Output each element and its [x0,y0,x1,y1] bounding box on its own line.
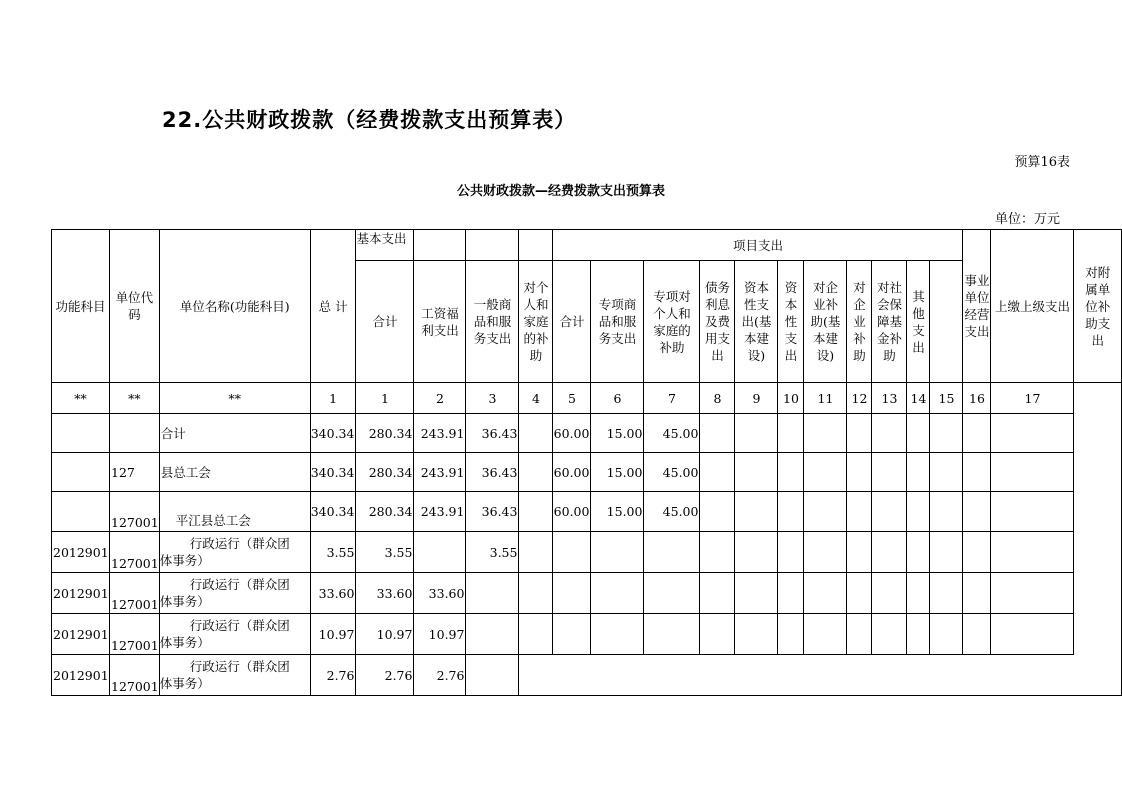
empty-cell [735,414,778,453]
empty-cell [907,453,930,492]
empty-cell [700,655,735,696]
empty-cell [847,573,872,614]
index-cell: 2 [414,383,466,414]
header-unit-name: 单位名称(功能科目) [159,230,310,383]
empty-cell [804,573,847,614]
cell-goods: 3.55 [466,532,519,573]
cell-unit-code: 127001 [110,573,160,614]
empty-cell [804,532,847,573]
header-proj-personal: 专项对个人和家庭的补助 [644,261,700,383]
header-row-1 [52,230,1122,261]
empty-cell [519,655,553,696]
empty-cell [700,414,735,453]
cell-total: 340.34 [310,414,356,453]
empty-cell [963,492,991,532]
table-row [52,614,1122,655]
document-title: 22.公共财政拨款（经费拨款支出预算表） [162,108,577,132]
header-basic: 基本支出 [356,230,414,261]
cell-basic-total: 280.34 [356,414,414,453]
empty-cell [963,532,991,573]
cell-total: 340.34 [310,492,356,532]
empty-cell [804,453,847,492]
empty-cell [930,655,963,696]
header-debt: 债务利息及费用支出 [700,261,735,383]
empty-cell [519,573,553,614]
header-social: 对社会保障基金补助 [872,261,907,383]
index-cell: 10 [778,383,804,414]
index-row [52,383,1122,414]
index-cell: 1 [356,383,414,414]
cell-func-code: 2012901 [52,573,110,614]
unit-name-line-2: 体事务） [159,594,210,609]
table-row [52,655,1122,696]
empty-cell [553,655,591,696]
cell-goods: 36.43 [466,492,519,532]
index-cell: 9 [735,383,778,414]
empty-cell [930,614,963,655]
cell-personal [519,492,553,532]
cell-unit-name: 平江县总工会 [159,492,310,532]
cell-salary: 243.91 [414,414,466,453]
empty-cell [778,532,804,573]
empty-cell [872,532,907,573]
empty-cell [700,532,735,573]
empty-cell [700,492,735,532]
empty-cell [930,532,963,573]
cell-proj-total: 60.00 [553,414,591,453]
cell-basic-total: 280.34 [356,453,414,492]
empty-cell [644,655,700,696]
empty-cell [963,414,991,453]
index-cell: 6 [591,383,644,414]
empty-cell [778,573,804,614]
empty-cell [872,453,907,492]
index-cell: ** [159,383,310,414]
cell-func-code: 2012901 [52,532,110,573]
index-cell: 8 [700,383,735,414]
empty-cell [847,492,872,532]
cell-goods [466,573,519,614]
cell-unit-name [159,655,310,696]
budget-table [51,229,1122,696]
empty-cell [847,532,872,573]
header-basic-total: 合计 [356,261,414,383]
unit-name-line-1: 行政运行（群众团 [189,659,290,674]
cell-personal [519,453,553,492]
index-cell: 4 [519,383,553,414]
cell-proj-personal: 45.00 [644,414,700,453]
cell-func-code: 2012901 [52,614,110,655]
empty-cell [963,573,991,614]
empty-cell [644,532,700,573]
empty-cell [872,492,907,532]
unit-name-line-1: 行政运行（群众团 [189,536,290,551]
header-proj-total: 合计 [553,261,591,383]
empty-cell [804,614,847,655]
empty-cell [930,453,963,492]
empty-cell [991,453,1074,492]
empty-cell [872,655,907,696]
header-enterprise-basic: 对企业补助(基本建设) [804,261,847,383]
form-number: 预算16表 [1014,155,1070,170]
cell-basic-total: 33.60 [356,573,414,614]
cell-proj-goods: 15.00 [591,492,644,532]
table-row [52,492,1122,532]
cell-proj-total: 60.00 [553,492,591,532]
header-upper: 上缴上级支出 [991,230,1074,383]
cell-salary: 2.76 [414,655,466,696]
cell-proj-personal: 45.00 [644,453,700,492]
index-cell: 3 [466,383,519,414]
empty-cell [778,492,804,532]
empty-cell [735,532,778,573]
empty-cell [872,614,907,655]
cell-total: 340.34 [310,453,356,492]
empty-cell [591,532,644,573]
unit-name-line-1: 行政运行（群众团 [189,577,290,592]
cell-unit-name [159,532,310,573]
header-capital: 资本性支出 [778,261,804,383]
cell-unit-code: 127001 [110,532,160,573]
cell-unit-code: 127001 [110,655,160,696]
header-basic-spacer-3 [519,230,553,261]
cell-goods [466,655,519,696]
cell-goods: 36.43 [466,414,519,453]
index-cell: 13 [872,383,907,414]
cell-goods: 36.43 [466,453,519,492]
cell-func-code [52,492,110,532]
cell-func-code: 2012901 [52,655,110,696]
cell-basic-total: 2.76 [356,655,414,696]
empty-cell [930,414,963,453]
empty-cell [907,614,930,655]
index-cell: 16 [963,383,991,414]
header-goods: 一般商品和服务支出 [466,261,519,383]
header-other: 其他支出 [907,261,930,383]
cell-basic-total: 280.34 [356,492,414,532]
cell-proj-goods: 15.00 [591,453,644,492]
empty-cell [963,453,991,492]
table-row [52,573,1122,614]
cell-total: 10.97 [310,614,356,655]
header-func-code: 功能科目 [52,230,110,383]
header-basic-spacer [414,230,466,261]
index-cell: 15 [930,383,963,414]
empty-cell [735,614,778,655]
empty-cell [644,573,700,614]
empty-cell [591,614,644,655]
empty-cell [778,414,804,453]
header-salary: 工资福利支出 [414,261,466,383]
cell-basic-total: 3.55 [356,532,414,573]
empty-cell [930,492,963,532]
cell-total: 2.76 [310,655,356,696]
empty-cell [991,414,1074,453]
cell-unit-name: 县总工会 [159,453,310,492]
cell-basic-total: 10.97 [356,614,414,655]
empty-cell [907,492,930,532]
cell-unit-name [159,573,310,614]
empty-cell [591,573,644,614]
empty-cell [700,614,735,655]
empty-cell [963,614,991,655]
empty-cell [907,573,930,614]
empty-cell [847,655,872,696]
header-affiliate: 对附属单位补助支出 [1074,230,1122,383]
cell-unit-name [159,614,310,655]
table-row [52,532,1122,573]
cell-unit-code [110,414,160,453]
cell-personal [519,414,553,453]
empty-cell [735,655,778,696]
index-cell: ** [52,383,110,414]
empty-cell [553,532,591,573]
cell-unit-code: 127 [110,453,160,492]
empty-cell [735,573,778,614]
table-title: 公共财政拨款—经费拨款支出预算表 [456,184,665,199]
header-biz: 事业单位经营支出 [963,230,991,383]
empty-cell [700,453,735,492]
empty-cell [591,655,644,696]
cell-proj-total: 60.00 [553,453,591,492]
cell-proj-goods: 15.00 [591,414,644,453]
empty-cell [991,655,1074,696]
empty-cell [553,573,591,614]
empty-cell [804,414,847,453]
cell-unit-name: 合计 [159,414,310,453]
empty-cell [735,453,778,492]
empty-cell [778,614,804,655]
empty-cell [872,414,907,453]
empty-cell [553,614,591,655]
cell-salary: 243.91 [414,453,466,492]
header-total: 总 计 [310,230,356,383]
unit-name-line-2: 体事务） [159,676,210,691]
cell-unit-code: 127001 [110,614,160,655]
cell-salary [414,532,466,573]
cell-goods [466,614,519,655]
cell-salary: 33.60 [414,573,466,614]
empty-cell [804,655,847,696]
empty-cell [700,573,735,614]
cell-total: 3.55 [310,532,356,573]
index-cell: 17 [991,383,1074,414]
header-basic-spacer-2 [466,230,519,261]
empty-cell [991,492,1074,532]
empty-cell [991,614,1074,655]
empty-cell [644,614,700,655]
header-personal: 对个人和家庭的补助 [519,261,553,383]
index-cell: 11 [804,383,847,414]
empty-cell [847,414,872,453]
empty-cell [963,655,991,696]
table-row-total [52,414,1122,453]
empty-cell [735,492,778,532]
unit-name-line-1: 行政运行（群众团 [189,618,290,633]
cell-func-code [52,414,110,453]
empty-cell [930,573,963,614]
cell-salary: 243.91 [414,492,466,532]
empty-cell [907,532,930,573]
unit-name-line-2: 体事务） [159,553,210,568]
cell-func-code [52,453,110,492]
index-cell: 1 [310,383,356,414]
table-row [52,453,1122,492]
cell-proj-personal: 45.00 [644,492,700,532]
index-cell: 7 [644,383,700,414]
empty-cell [991,532,1074,573]
index-cell: 5 [553,383,591,414]
header-capital-basic: 资本性支出(基本建设) [735,261,778,383]
header-proj-goods: 专项商品和服务支出 [591,261,644,383]
cell-total: 33.60 [310,573,356,614]
unit-name-line-2: 体事务） [159,635,210,650]
empty-cell [778,453,804,492]
empty-cell [519,614,553,655]
index-cell: 12 [847,383,872,414]
empty-cell [907,655,930,696]
header-unit-code: 单位代码 [110,230,160,383]
empty-cell [847,453,872,492]
header-project: 项目支出 [553,230,963,261]
empty-cell [872,573,907,614]
empty-cell [991,573,1074,614]
empty-cell [804,492,847,532]
empty-cell [847,614,872,655]
empty-cell [907,414,930,453]
index-cell: ** [110,383,160,414]
header-enterprise: 对企业补助 [847,261,872,383]
cell-salary: 10.97 [414,614,466,655]
empty-cell [519,532,553,573]
cell-unit-code: 127001 [110,492,160,532]
empty-cell [778,655,804,696]
index-cell: 14 [907,383,930,414]
unit-label: 单位：万元 [994,212,1060,227]
